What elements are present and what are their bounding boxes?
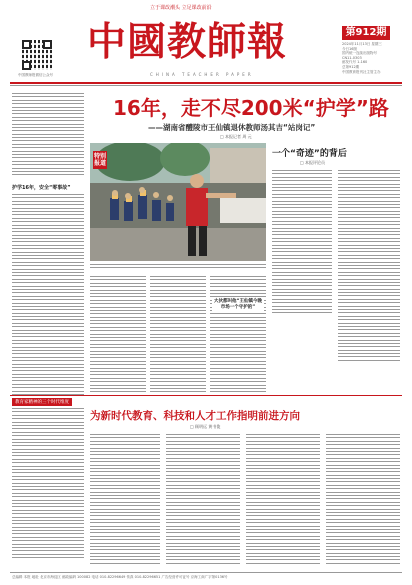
bottom-section-rule bbox=[10, 395, 402, 396]
masthead: 中國教師報 bbox=[87, 19, 288, 65]
lead-byline: □ 本报记者 周 元 bbox=[220, 134, 252, 139]
issue-meta-line: 2024年11月13日 星期三 bbox=[342, 42, 382, 46]
issue-meta-line: 今日16版 bbox=[342, 46, 357, 51]
issue-meta bbox=[342, 42, 392, 74]
lead-photo-image bbox=[90, 143, 266, 261]
pull-quote: 大伙都叫他“王仙镇今晚市场一个守护的” bbox=[212, 296, 264, 314]
issue-meta-line: 邮发代号 1-160 bbox=[342, 60, 368, 65]
top-slogan: 立于课改潮头 立足课改前沿 bbox=[150, 5, 212, 11]
lead-body-col-3 bbox=[210, 276, 266, 398]
side-article-byline: □ 本报评论员 bbox=[300, 160, 326, 165]
left-section-title: 护学16年，安全“零事故” bbox=[12, 185, 71, 191]
bottom-col-2 bbox=[90, 434, 160, 566]
lead-photo bbox=[90, 143, 266, 261]
bottom-col-1 bbox=[12, 408, 84, 561]
issue-meta-line: 中国教育报刊社主管主办 bbox=[342, 69, 381, 74]
issue-number: 第912期 bbox=[342, 26, 390, 40]
lead-subhead: ——湖南省醴陵市王仙镇退休教师汤其吉“站岗记” bbox=[148, 123, 316, 132]
bottom-section-tag: 教育家精神的三个时代维度 bbox=[12, 398, 72, 406]
left-column-text-2 bbox=[12, 194, 84, 397]
left-column-text-1 bbox=[12, 93, 84, 178]
issue-meta-line: 总第912期 bbox=[342, 64, 360, 69]
side-article-title: 一个“奇迹”的背后 bbox=[272, 149, 347, 159]
side-article-text-2 bbox=[338, 170, 400, 363]
bottom-col-4 bbox=[246, 434, 320, 566]
lead-body-col-1 bbox=[90, 276, 146, 398]
special-report-badge bbox=[93, 151, 107, 169]
lead-body-col-2 bbox=[150, 276, 206, 398]
bottom-headline: 为新时代教育、科技和人才工作指明前进方向 bbox=[90, 410, 300, 422]
bottom-byline: □ 顾明远 黄书俊 bbox=[190, 424, 221, 429]
footer-text: 总编辑 本报 地址 北京市海淀区 邮政编码 100082 电话 010-82296649 传真 010-82296651 广告经营许可证号 京海工商广字第0136号 bbox=[12, 575, 228, 579]
footer-rule bbox=[10, 572, 402, 573]
masthead-rule bbox=[10, 82, 402, 84]
photo-caption-lines bbox=[90, 264, 266, 271]
side-article-text-1 bbox=[272, 170, 332, 316]
qr-code bbox=[22, 40, 52, 70]
masthead-thin-rule bbox=[10, 85, 402, 86]
masthead-en: CHINA TEACHER PAPER bbox=[150, 72, 254, 77]
issue-meta-line: 国内统一连续出版物号 bbox=[342, 51, 377, 56]
bottom-col-5 bbox=[326, 434, 400, 566]
lead-headline: 16年，走不尽200米“护学”路 bbox=[113, 96, 389, 120]
issue-meta-line: CN11-0303 bbox=[342, 55, 362, 60]
qr-caption: 中国教师报微信公众号 bbox=[18, 73, 53, 77]
badge-line: 特别 bbox=[93, 153, 106, 160]
badge-line: 报道 bbox=[93, 160, 106, 167]
bottom-col-3 bbox=[166, 434, 240, 566]
